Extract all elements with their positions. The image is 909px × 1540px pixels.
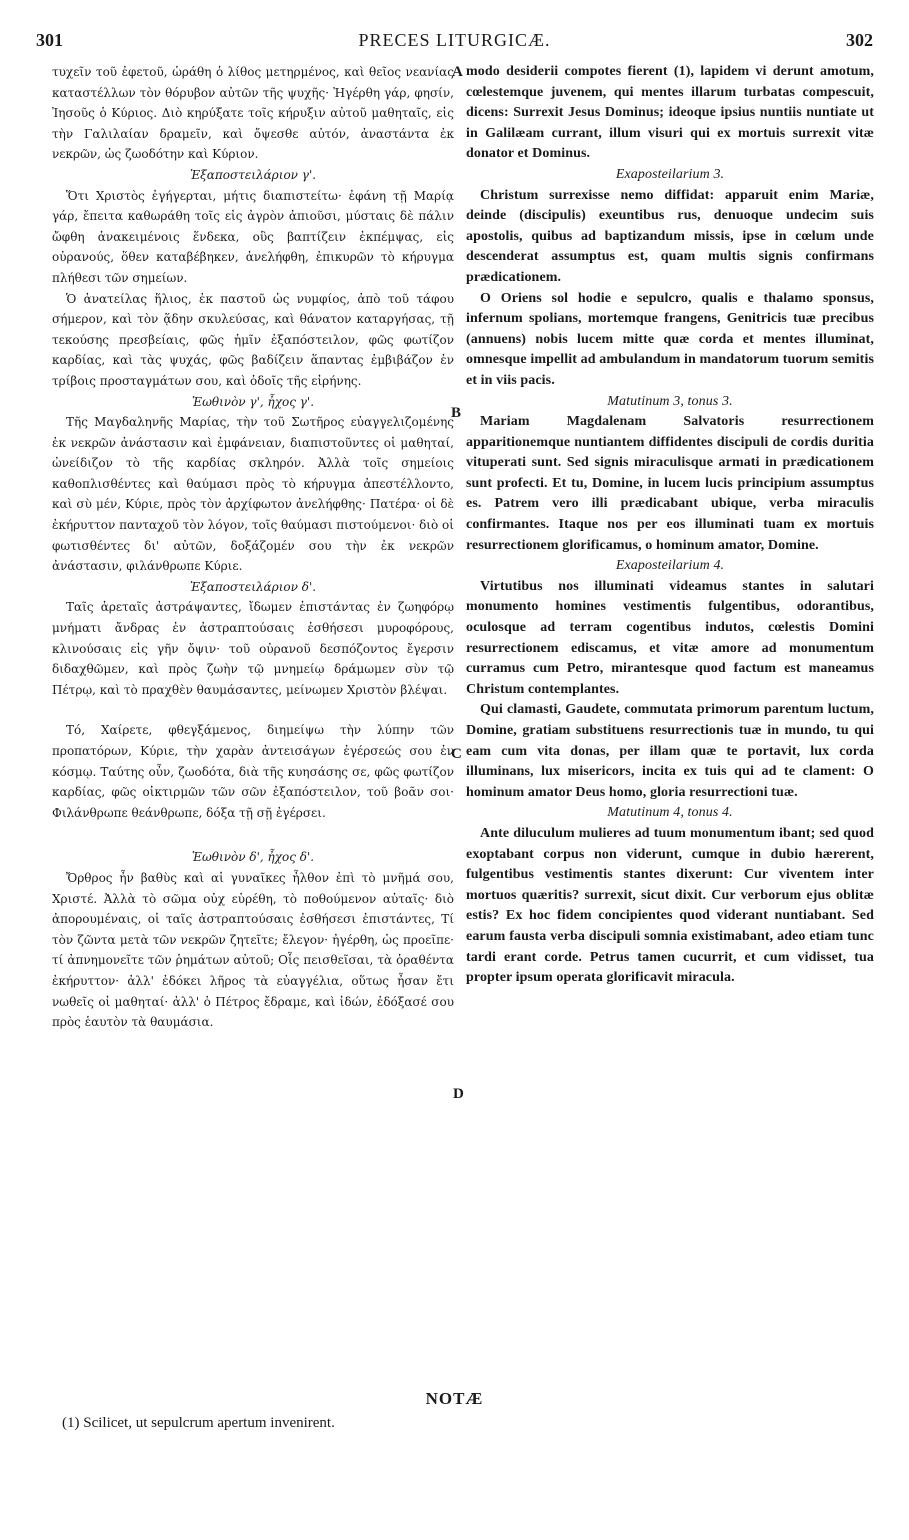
page-number-right: 302 [846, 30, 873, 50]
greek-heading-exaposteilarion-4: Ἐξαποστειλάριον δ'. [189, 579, 317, 594]
greek-column [52, 62, 454, 1033]
latin-heading-exaposteilarium-4: Exaposteilarium 4. [615, 558, 725, 574]
latin-paragraph-4: Mariam Magdalenam Salvatoris resurrectionem apparitionemque nuntiantem diffidentes discipuli de cordis duritia vituperati sunt. Sed signis miraculisque armati in prædicationem sunt profecti. Et tu, Domine, in lucem lucis principium assumptus es. Patrem vero illi prædicabant ubique, verba miraculis confirmantes. Itaque nos per eos illuminati tuam ex mortuis resurrectionem glorificamus, o hominum amator, Domine. [466, 414, 874, 553]
greek-paragraph-7: Ὄρθρος ἦν βαθὺς καὶ αἱ γυναῖκες ἦλθον ἐπὶ τὸ μνῆμά σου, Χριστέ. Ἀλλὰ τὸ σῶμα οὐχ εὑρέθη, τὸ ποθούμενον αὐταῖς· διὸ ἀπορουμέναις, οἱ ταῖς ἀστραπτούσαις ἐσθήσεσι ἐπιστάντες, Τί τὸν ζῶντα μετὰ τῶν νεκρῶν ζητεῖτε; ἔλεγον· ἠγέρθη, ὡς προεῖπε· τί ἀπνημονεῖτε τῶν ῥημάτων αὐτοῦ; Οἷς πεισθεῖσαι, τὰ ὁραθέντα ἐκήρυττον· ἀλλ' ἐδόκει λῆρος τὰ εὐαγγέλια, οὕτως ἦσαν ἔτι νωθεῖς οἱ μαθηταί· ἀλλ' ὁ Πέτρος ἔδραμε, καὶ ἰδών, ἐδόξασέ σου πρὸς ἑαυτὸν τὰ θαυμάσια. [52, 870, 454, 1030]
footnote-1: (1) Scilicet, ut sepulcrum apertum invenirent. [62, 1415, 335, 1431]
greek-paragraph-1: τυχεῖν τοῦ ἐφετοῦ, ὡράθη ὁ λίθος μετηρμένος, καὶ θεῖος νεανίας καταστέλλων τὸν θόρυβον αὐτῶν τῆς ψυχῆς· Ἠγέρθη γάρ, φησίν, Ἰησοῦς ὁ Κύριος. Διὸ κηρύξατε τοῖς κήρυξιν αὐτοῦ μαθηταῖς, εἰς τὴν Γαλιλαίαν δραμεῖν, καὶ ὄψεσθε αὐτόν, ἀναστάντα ἐκ νεκρῶν, ὡς ζωοδότην καὶ Κύριον. [52, 65, 454, 162]
page-header [36, 30, 873, 60]
greek-heading-exaposteilarion-3: Ἐξαποστειλάριον γ'. [189, 167, 317, 182]
latin-heading-exaposteilarium-3: Exaposteilarium 3. [615, 166, 725, 182]
latin-column [466, 62, 874, 989]
latin-paragraph-6: Qui clamasti, Gaudete, commutata primorum parentum luctum, Domine, gratiam substituens resurrectionis tuæ in mundo, tu qui eam cum vita donas, per illam quæ te portavit, lux corda illuminans, lux misericors, incita ex tuis qui ad te clament: O hominum amator Deus homo, gloria resurrectioni tuæ. [466, 702, 874, 800]
latin-heading-matutinum-3: Matutinum 3, tonus 3. [607, 393, 733, 409]
latin-paragraph-7: Ante diluculum mulieres ad tuum monumentum ibant; sed quod exoptabant corpus non viderunt, cumque in dubio hærerent, fulgentibus vestimentis stantes dixerunt: Cur viventem inter mortuos quæritis? surrexit, sicut dixit. Cur verborum ejus oblitæ estis? Ex hoc fidem concipientes quod viderant nuntiabant. Sed earum fausta verba discipuli somnia existimabant, adeo etiam tunc tardi erant corde. Petrus tamen cucurrit, et cum vidisset, tua propter ipsum operata glorificavit miracula. [466, 825, 874, 986]
greek-paragraph-5: Ταῖς ἀρεταῖς ἀστράψαντες, ἴδωμεν ἐπιστάντας ἐν ζωηφόρῳ μνήματι ἄνδρας ἐν ἀστραπτούσαις ἐσθήσεσι μυροφόρους, κλινούσαις εἰς γῆν ὄψιν· τοῦ οὐρανοῦ δεσπόζοντος ἔγερσιν διδαχθῶμεν, καὶ πρὸς ζωὴν τῷ μνημείῳ δράμωμεν σὺν τῷ Πέτρῳ, καὶ τὸ πραχθὲν θαυμάσαντες, μείνωμεν Χριστὸν βλέψαι. [52, 600, 454, 697]
section-marker-b: B [451, 405, 462, 421]
page-number-left: 301 [36, 30, 63, 50]
notes-heading: NOTÆ [425, 1389, 484, 1408]
latin-paragraph-1: modo desiderii compotes fierent (1), lapidem vi derunt amotum, cœlestemque juvenem, qui mentes illarum turbatas compescuit, dicens: Surrexit Jesus Dominus; ideoque ipsius nuntiis nuntiate ut in Galilæam currant, illum visuri qui ex mortuis surrexit vitæ donator et Dominus. [466, 64, 874, 162]
section-marker-d: D [453, 1086, 464, 1102]
greek-paragraph-3: Ὁ ἀνατείλας ἥλιος, ἐκ παστοῦ ὡς νυμφίος, ἀπὸ τοῦ τάφου σήμερον, καὶ τὸν ᾅδην σκυλεύσας, καὶ θάνατον καταργήσας, τῇ τεκούσης πρεσβείαις, φῶς ἡμῖν ἐξαπόστειλον, φῶς φωτίζον καρδίας, καὶ τὰς ψυχάς, φῶς βαδίζειν ἅπαντας ἐμβιβάζον ἐν τρίβοις προσταγμάτων σου, καὶ ὁδοῖς τῆς εἰρήνης. [52, 291, 454, 388]
greek-heading-eothinon-4: Ἑωθινὸν δ', ἦχος δ'. [191, 850, 315, 865]
latin-paragraph-3: O Oriens sol hodie e sepulcro, qualis e thalamo sponsus, infernum spolians, mortemque frangens, Genitricis tuæ precibus (annuens) nobis lucem mitte quæ corda et mentes illuminat, omnesque impellit ad ambulandum in mandatorum tuorum semitis et in viis pacis. [466, 290, 874, 388]
greek-paragraph-6: Τό, Χαίρετε, φθεγξάμενος, διημείψω τὴν λύπην τῶν προπατόρων, Κύριε, τὴν χαρὰν ἀντεισάγων ἐγέρσεώς σου ἐν κόσμῳ. Ταύτης οὖν, ζωοδότα, διὰ τῆς κυησάσης σε, φῶς φωτίζον καρδίας, φῶς οἰκτιρμῶν τῶν σῶν ἐξαπόστειλον, τοῦ βοᾶν σοι· Φιλάνθρωπε θεάνθρωπε, δόξα τῇ σῇ ἐγέρσει. [52, 723, 454, 820]
greek-heading-eothinon-3: Ἑωθινὸν γ', ἦχος γ'. [191, 394, 315, 409]
latin-paragraph-2: Christum surrexisse nemo diffidat: apparuit enim Mariæ, deinde (discipulis) exeuntibus rus, denuoque undecim suis apostolis, quibus ad baptizandum missis, ipse in cœlum unde descenderat assumptus est, quam multis signis confirmans prædicationem. [466, 187, 874, 285]
greek-paragraph-4: Τῆς Μαγδαληνῆς Μαρίας, τὴν τοῦ Σωτῆρος εὐαγγελιζομένης ἐκ νεκρῶν ἀνάστασιν καὶ ἐμφάνειαν, διαπιστοῦντες οἱ μαθηταί, ὠνείδιζον τὸ τῆς καρδίας σκληρόν. Ἀλλὰ τοῖς σημείοις καθοπλισθέντες καὶ θαύμασι πρὸς τὸ κήρυγμα ἀπεστέλλοντο, καὶ σὺ μέν, Κύριε, πρὸς τὸν ἀρχίφωτον ἀνελήφθης· Πατέρα· οἱ δὲ ἐκήρυττον πανταχοῦ τὸν λόγον, τοῖς θαύμασι πιστούμενοι· διὸ οἱ φωτισθέντες δι' αὐτῶν, δοξάζομέν σου τὴν ἐκ νεκρῶν ἀνάστασιν, φιλάνθρωπε Κύριε. [52, 415, 454, 574]
latin-heading-matutinum-4: Matutinum 4, tonus 4. [607, 805, 733, 821]
greek-paragraph-2: Ὅτι Χριστὸς ἐγήγερται, μήτις διαπιστείτω· ἐφάνη τῇ Μαρίᾳ γάρ, ἔπειτα καθωράθη τοῖς εἰς ἀγρὸν ἀπιοῦσι, μύσταις δὲ πάλιν ὤφθη ἀνακειμένοις ἕνδεκα, οὓς βαπτίζειν ἐκπέμψας, εἰς οὐρανούς, ὅθεν καταβέβηκεν, ἀνελήφθη, ἐπικυρῶν τὸ κήρυγμα πλήθεσι τῶν σημείων. [52, 188, 454, 285]
latin-paragraph-5: Virtutibus nos illuminati videamus stantes in salutari monumento homines vestimentis fulgentibus, odorantibus, oculosque ad terram cogentibus indutos, cœlestis Domini resurrectionem ediscamus, et vitæ amore ad monumentum curramus cum Petro, mirantesque quod factum est maneamus Christum contemplantes. [466, 578, 874, 697]
section-marker-a: A [452, 64, 463, 80]
running-title: PRECES LITURGICÆ. [358, 30, 551, 50]
section-marker-c: C [451, 746, 462, 762]
